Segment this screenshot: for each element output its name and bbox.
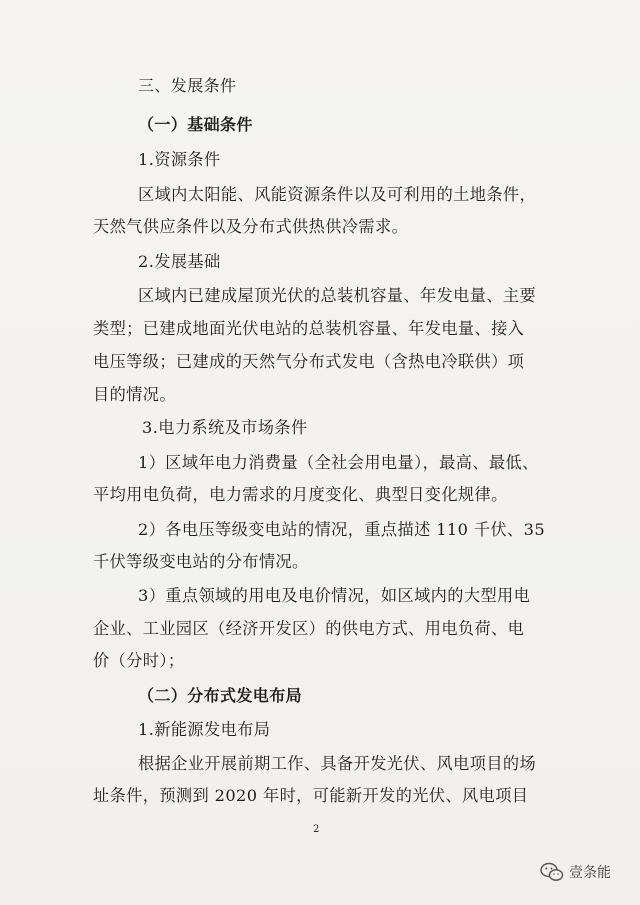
subsection-heading: （一）基础条件 bbox=[138, 115, 253, 134]
item-heading: 3.电力系统及市场条件 bbox=[142, 418, 308, 437]
paragraph-line: 区域内太阳能、风能资源条件以及可利用的土地条件， bbox=[138, 185, 537, 204]
paragraph-line: 类型；已建成地面光伏电站的总装机容量、年发电量、接入 bbox=[93, 319, 525, 338]
section-heading: 三、发展条件 bbox=[138, 76, 237, 95]
paragraph-line: 天然气供应条件以及分布式供热供冷需求。 bbox=[93, 217, 409, 236]
paragraph-line: 区域内已建成屋顶光伏的总装机容量、年发电量、主要 bbox=[138, 286, 537, 305]
paragraph-line: 千伏等级变电站的分布情况。 bbox=[93, 552, 309, 571]
paragraph-line: 2）各电压等级变电站的情况，重点描述 110 千伏、35 bbox=[138, 520, 546, 539]
page-number: 2 bbox=[313, 824, 320, 835]
paragraph-line: 根据企业开展前期工作、具备开发光伏、风电项目的场 bbox=[138, 754, 537, 773]
paragraph-line: 址条件，预测到 2020 年时，可能新开发的光伏、风电项目 bbox=[93, 786, 529, 805]
paragraph-line: 3）重点领域的用电及电价情况，如区域内的大型用电 bbox=[138, 586, 531, 605]
paragraph-line: 平均用电负荷，电力需求的月度变化、典型日变化规律。 bbox=[93, 485, 508, 504]
item-heading: 1.新能源发电布局 bbox=[138, 720, 271, 739]
paragraph-line: 电压等级；已建成的天然气分布式发电（含热电冷联供）项 bbox=[93, 352, 525, 371]
item-heading: 1.资源条件 bbox=[138, 150, 221, 169]
item-heading: 2.发展基础 bbox=[138, 252, 221, 271]
watermark-text: 壹条能 bbox=[569, 865, 611, 881]
paragraph-line: 企业、工业园区（经济开发区）的供电方式、用电负荷、电 bbox=[93, 619, 525, 638]
paragraph-line: 目的情况。 bbox=[93, 385, 176, 404]
wechat-icon bbox=[540, 862, 564, 882]
subsection-heading: （二）分布式发电布局 bbox=[138, 686, 303, 705]
paragraph-line: 价（分时）； bbox=[93, 651, 185, 670]
watermark bbox=[540, 860, 611, 884]
paragraph-line: 1）区域年电力消费量（全社会用电量），最高、最低、 bbox=[138, 453, 539, 472]
